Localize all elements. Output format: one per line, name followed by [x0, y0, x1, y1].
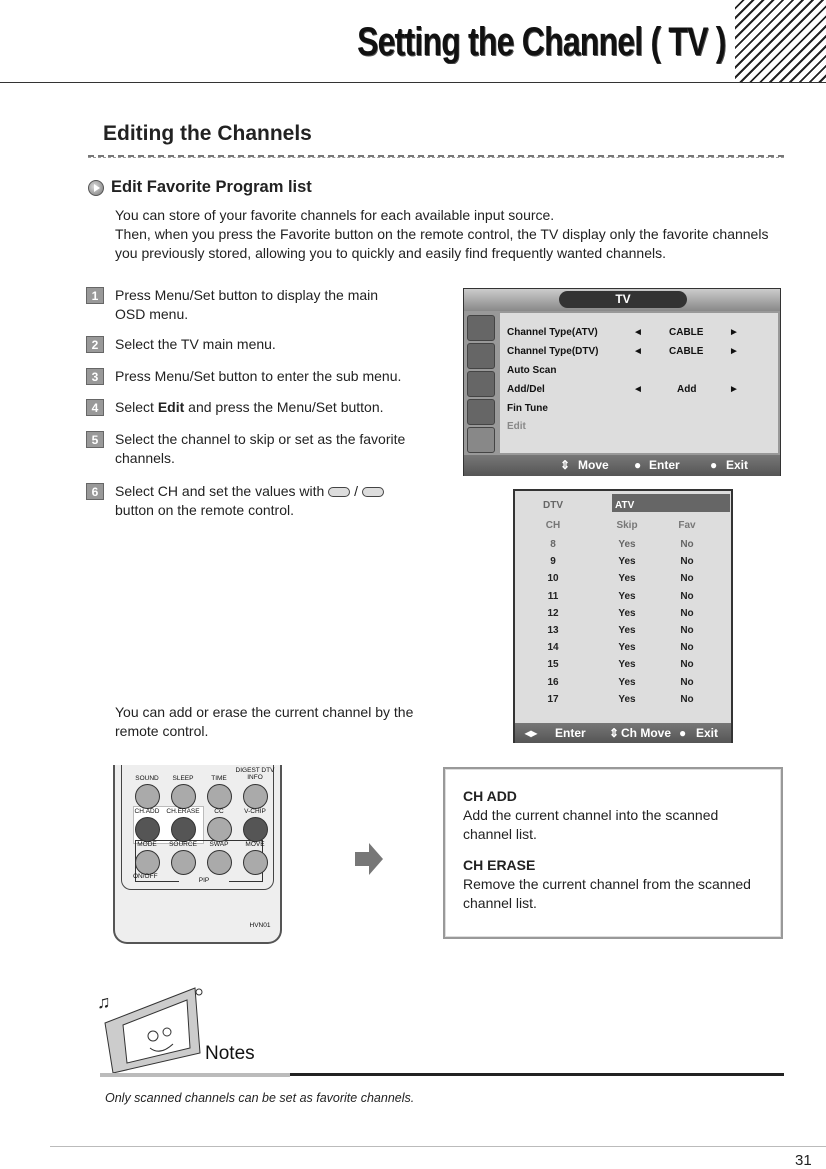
step-number: 3 [86, 368, 104, 385]
remote-button-swap[interactable] [207, 850, 232, 875]
remote-button-v-chip[interactable] [243, 817, 268, 842]
step-text: Press Menu/Set button to enter the sub menu. [115, 368, 402, 384]
header-divider [0, 82, 826, 83]
section-title: Editing the Channels [103, 122, 312, 145]
exit-icon: ● [679, 726, 687, 740]
step-text [115, 398, 416, 417]
step-6 [86, 482, 416, 520]
step-text: Select the TV main menu. [115, 336, 276, 352]
step-text-bold: Edit [157, 399, 185, 415]
play-bullet-icon [88, 180, 104, 196]
fav-value[interactable]: No [680, 659, 694, 671]
setup-menu-icon[interactable] [467, 371, 495, 397]
remote-button-sleep[interactable] [171, 784, 196, 809]
hatch-decoration [735, 0, 826, 82]
skip-value[interactable]: Yes [618, 539, 636, 550]
fav-value[interactable]: No [680, 556, 694, 568]
step-text: Select the channel to skip or set as the favorite channels. [115, 431, 406, 466]
skip-value[interactable]: Yes [618, 693, 636, 705]
remote-label: SOURCE [169, 841, 197, 848]
onoff-label: ON/OFF [133, 873, 158, 880]
fav-value[interactable]: No [680, 539, 694, 550]
footer-divider [50, 1146, 826, 1147]
menu-item-channel-type-dtv[interactable]: Channel Type(DTV) [507, 346, 599, 357]
dashed-divider [88, 155, 784, 158]
tv-mascot-illustration [95, 978, 210, 1078]
step-2 [86, 335, 416, 354]
skip-value[interactable]: Yes [618, 573, 636, 585]
remote-label: CH.ERASE [166, 808, 200, 815]
menu-value: CABLE [669, 346, 704, 357]
remote-button-mode[interactable] [135, 850, 160, 875]
skip-value[interactable]: Yes [618, 607, 636, 619]
fav-value[interactable]: No [680, 573, 694, 585]
step-text [115, 482, 416, 520]
remote-label: MODE [137, 841, 157, 848]
remote-label: SLEEP [172, 775, 194, 782]
channel-number[interactable]: 12 [547, 607, 559, 619]
remote-button-sound[interactable] [135, 784, 160, 809]
fav-value[interactable]: No [680, 693, 694, 705]
header-skip: Skip [616, 520, 638, 531]
menu-value: CABLE [669, 327, 704, 338]
add-erase-text: You can add or erase the current channel by the remote control. [115, 704, 414, 739]
menu-header [464, 289, 780, 311]
remote-label: CC [214, 808, 224, 815]
intro-line: you previously stored, allowing you to quickly and easily find frequently wanted channels. [115, 245, 666, 261]
sound-menu-icon[interactable] [467, 343, 495, 369]
right-arrow-icon[interactable]: ► [729, 384, 739, 395]
step-number: 6 [86, 483, 104, 500]
skip-value[interactable]: Yes [618, 556, 636, 568]
leftright-icon: ◂▸ [525, 726, 538, 740]
skip-value[interactable]: Yes [618, 676, 636, 688]
notes-divider [290, 1073, 784, 1076]
channel-number[interactable]: 17 [547, 693, 559, 705]
remote-label: SWAP [209, 841, 229, 848]
header-fav: Fav [678, 520, 696, 531]
exit-icon: ● [710, 458, 718, 472]
svg-text:♫: ♫ [97, 992, 111, 1012]
channel-edit-table [513, 489, 733, 743]
remote-label: V-CHIP [244, 808, 266, 815]
channel-number[interactable]: 13 [547, 625, 559, 636]
info-box [443, 767, 783, 939]
ch-erase-title: CH ERASE [463, 857, 536, 873]
fav-value[interactable]: No [680, 642, 694, 654]
remote-button-ch-erase[interactable] [171, 817, 196, 842]
header-ch: CH [545, 520, 561, 531]
right-arrow-icon[interactable]: ► [729, 346, 739, 357]
fav-value[interactable]: No [680, 607, 694, 619]
menu-value: Add [677, 384, 697, 395]
remote-control-illustration [113, 765, 282, 944]
footer-move: Move [578, 458, 609, 472]
skip-value[interactable]: Yes [618, 642, 636, 654]
channel-number[interactable]: 15 [547, 659, 559, 671]
ch-add-text: Add the current channel into the scanned channel list. [463, 807, 719, 842]
right-arrow-icon[interactable]: ► [729, 327, 739, 338]
channel-number[interactable]: 9 [550, 556, 556, 568]
step-5 [86, 430, 416, 468]
intro-paragraph [115, 206, 785, 263]
footer-ch-move: Ch Move [621, 726, 672, 740]
remote-button-ch-add[interactable] [135, 817, 160, 842]
right-arrow-icon [355, 843, 383, 875]
step-4 [86, 398, 416, 417]
intro-line: Then, when you press the Favorite button on the remote control, the TV display only the favorite channels [115, 226, 769, 242]
channel-number[interactable]: 8 [550, 539, 556, 550]
footer-exit: Exit [726, 458, 749, 472]
skip-value[interactable]: Yes [618, 590, 636, 602]
step-number: 1 [86, 287, 104, 304]
tab-atv[interactable]: ATV [615, 500, 635, 511]
remote-button-source[interactable] [171, 850, 196, 875]
remote-button-digest-dtv-info[interactable] [243, 784, 268, 809]
menu-footer [464, 455, 780, 476]
fav-value[interactable]: No [680, 590, 694, 602]
right-button-icon [362, 487, 384, 497]
step-number: 2 [86, 336, 104, 353]
page-number: 31 [795, 1152, 812, 1169]
step-number: 4 [86, 399, 104, 416]
menu-item-channel-type-atv[interactable]: Channel Type(ATV) [507, 327, 598, 338]
footer-enter: Enter [649, 458, 680, 472]
time-menu-icon[interactable] [467, 399, 495, 425]
step-3 [86, 367, 416, 386]
remote-button-cc[interactable] [207, 817, 232, 842]
remote-label: SOUND [135, 775, 159, 782]
menu-item-edit[interactable]: Edit [507, 421, 526, 432]
note-text: Only scanned channels can be set as favorite channels. [105, 1091, 415, 1105]
footer-exit: Exit [696, 726, 719, 740]
remote-label: CH.ADD [134, 808, 160, 815]
remote-button-time[interactable] [207, 784, 232, 809]
page-title: Setting the Channel ( TV ) [357, 20, 726, 64]
tv-osd-menu [463, 288, 781, 476]
remote-button-move[interactable] [243, 850, 268, 875]
updown-icon: ⇕ [609, 726, 620, 740]
left-button-icon [328, 487, 350, 497]
ch-erase-text: Remove the current channel from the scanned channel list. [463, 876, 751, 911]
intro-line: You can store of your favorite channels for each available input source. [115, 207, 555, 223]
footer-enter: Enter [555, 726, 586, 740]
skip-value[interactable]: Yes [618, 625, 636, 636]
model-label: HVN01 [249, 922, 271, 929]
table-footer [515, 723, 731, 743]
step-text-pre: Select [115, 399, 158, 415]
skip-value[interactable]: Yes [618, 659, 636, 671]
subsection-title: Edit Favorite Program list [111, 178, 312, 196]
step-text-post: button on the remote control. [115, 502, 294, 518]
left-arrow-icon[interactable]: ◄ [633, 346, 643, 357]
step-separator: / [354, 483, 359, 499]
notes-title: Notes [205, 1043, 255, 1064]
step-text-post: and press the Menu/Set button. [184, 399, 384, 415]
menu-item-fine-tune[interactable]: Fin Tune [507, 403, 548, 414]
fav-value[interactable]: No [680, 625, 694, 636]
remote-label: MOVE [245, 841, 265, 848]
ch-add-title: CH ADD [463, 788, 517, 804]
menu-item-add-del[interactable]: Add/Del [507, 384, 545, 395]
step-number: 5 [86, 431, 104, 448]
remote-label: TIME [211, 775, 227, 782]
channel-number[interactable]: 10 [547, 573, 559, 585]
channel-number[interactable]: 16 [547, 676, 559, 688]
channel-number[interactable]: 14 [547, 642, 559, 654]
tv-menu-icon[interactable] [467, 427, 495, 453]
left-arrow-icon[interactable]: ◄ [633, 384, 643, 395]
tab-dtv[interactable]: DTV [543, 500, 563, 511]
step-text: Press Menu/Set button to display the main OSD menu. [115, 287, 379, 322]
pip-label: PIP [179, 877, 229, 884]
updown-icon: ⇕ [560, 458, 571, 472]
step-1 [86, 286, 416, 324]
channel-number[interactable]: 11 [547, 590, 559, 602]
picture-menu-icon[interactable] [467, 315, 495, 341]
menu-title: TV [559, 291, 687, 308]
menu-item-auto-scan[interactable]: Auto Scan [507, 365, 557, 376]
step-text-pre: Select CH and set the values with [115, 483, 329, 499]
enter-icon: ● [634, 458, 642, 472]
notes-divider [100, 1073, 290, 1077]
fav-value[interactable]: No [680, 676, 694, 688]
left-arrow-icon[interactable]: ◄ [633, 327, 643, 338]
remote-label: DIGEST DTV INFO [235, 767, 275, 781]
